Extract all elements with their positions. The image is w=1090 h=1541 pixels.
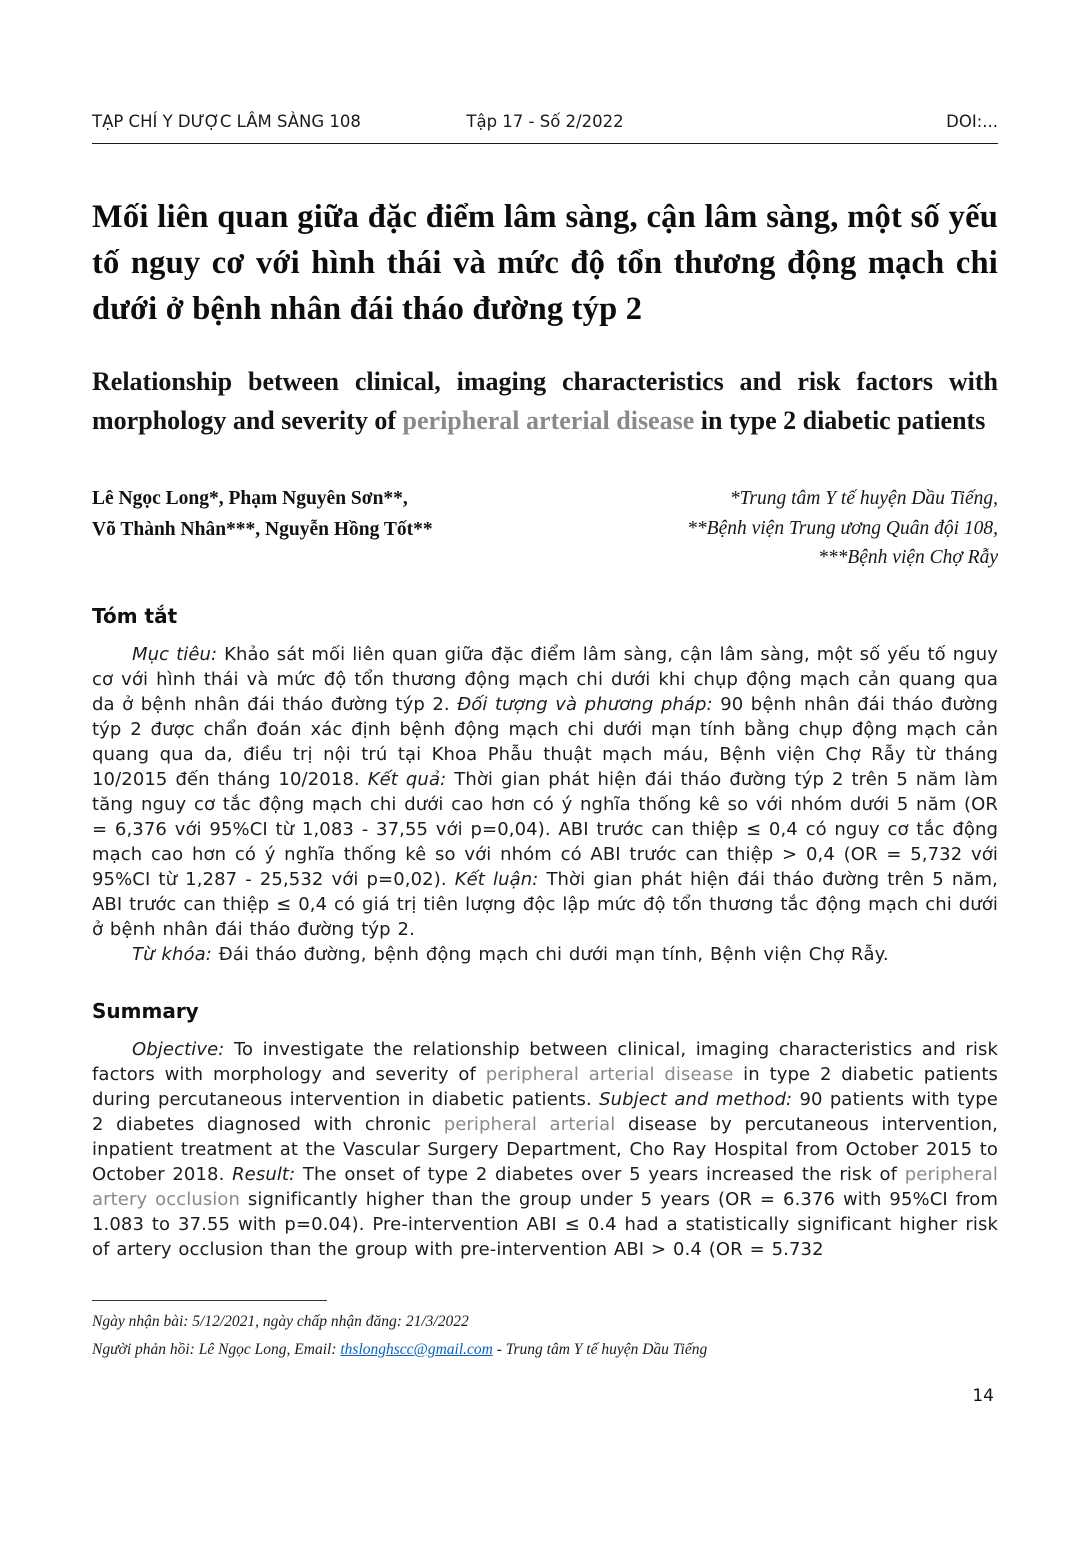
- text-segment: The onset of type 2 diabetes over 5 years increased the risk of: [302, 1164, 905, 1186]
- summary-heading: Summary: [92, 999, 199, 1024]
- abstract-heading: Tóm tắt: [92, 604, 178, 629]
- text-segment: To investigate the relationship between clinical, imaging characteristics and risk factors with morphology and severity of: [92, 1039, 998, 1086]
- running-head: [92, 112, 998, 144]
- text-segment: Thời gian phát hiện đái tháo đường trên 5 năm, ABI trước can thiệp ≤ 0,4 có giá trị tiên lượng độc lập mức độ tổn thương tắc động mạch chi dưới ở bệnh nhân đái tháo đường týp 2.: [92, 869, 998, 941]
- text-segment: Relationship between clinical, imaging characteristics and risk factors with morphology and severity of: [92, 367, 998, 436]
- footnote-received-date: Ngày nhận bài: 5/12/2021, ngày chấp nhận đăng: 21/3/2022: [92, 1313, 469, 1330]
- text-segment: 90 patients with type 2 diabetes diagnosed with chronic: [92, 1089, 998, 1136]
- text-segment: in type 2 diabetic patients during percutaneous intervention in diabetic patients.: [92, 1064, 998, 1111]
- text-segment: - Trung tâm Y tế huyện Dầu Tiếng: [492, 1341, 708, 1358]
- authors-block: [92, 484, 433, 572]
- issue-label: Tập 17 - Số 2/2022: [466, 112, 624, 131]
- footnote-contact: [92, 1341, 998, 1359]
- article-title-vietnamese: Mối liên quan giữa đặc điểm lâm sàng, cận lâm sàng, một số yếu tố nguy cơ với hình thái và mức độ tổn thương động mạch chi dưới ở bệnh nhân đái tháo đường týp 2: [92, 199, 998, 328]
- article-title-english: [92, 362, 998, 440]
- byline: [92, 484, 998, 572]
- affiliation-item: ***Bệnh viện Chợ Rẫy: [818, 546, 998, 568]
- paragraph: [92, 642, 998, 942]
- text-segment: disease by percutaneous intervention, inpatient treatment at the Vascular Surgery Department, Cho Ray Hospital from October 2015 to October 2018.: [92, 1114, 998, 1186]
- text-segment: Objective:: [132, 1039, 234, 1061]
- text-segment: peripheral arterial: [443, 1114, 616, 1136]
- text-segment: peripheral artery occlusion: [92, 1164, 999, 1211]
- text-segment: 90 bệnh nhân đái tháo đường týp 2 được chẩn đoán xác định bệnh động mạch chi dưới mạn tính bằng chụp động mạch cản quang qua da, điều trị nội trú tại Khoa Phẫu thuật mạch máu, Bệnh viện Chợ Rẫy từ tháng 10/2015 đến tháng 10/2018.: [92, 694, 998, 791]
- text-segment: peripheral arterial disease: [402, 406, 695, 436]
- page-header: [92, 112, 998, 144]
- affiliation-item: *Trung tâm Y tế huyện Dầu Tiếng,: [729, 488, 998, 510]
- text-segment: Thời gian phát hiện đái tháo đường týp 2 trên 5 năm làm tăng nguy cơ tắc động mạch chi dưới cao hơn có ý nghĩa thống kê so với nhóm dưới 5 năm (OR = 6,376 với 95%CI từ 1,083 - 37,55 với p=0,04). ABI trước can thiệp ≤ 0,4 có nguy cơ tắc động mạch cao hơn có ý nghĩa thống kê so với nhóm có ABI trước can thiệp > 0,4 (OR = 5,732 với 95%CI từ 1,287 - 25,532 với p=0,02).: [92, 769, 999, 891]
- email-link[interactable]: thslonghscc@gmail.com: [340, 1341, 493, 1358]
- footnote-divider: [92, 1300, 327, 1301]
- text-segment: peripheral arterial disease: [485, 1064, 734, 1086]
- text-segment: Đối tượng và phương pháp:: [457, 694, 721, 716]
- affiliations-block: [687, 484, 998, 572]
- journal-name: TẠP CHÍ Y DƯỢC LÂM SÀNG 108: [92, 112, 361, 131]
- text-segment: Từ khóa:: [132, 944, 219, 966]
- doi-label: DOI:...: [946, 112, 998, 131]
- text-segment: Khảo sát mối liên quan giữa đặc điểm lâm sàng, cận lâm sàng, một số yếu tố nguy cơ với hình thái và mức độ tổn thương động mạch chi dưới khi chụp động mạch cản quang qua da ở bệnh nhân đái tháo đường týp 2.: [92, 644, 999, 716]
- text-segment: Mục tiêu:: [132, 644, 225, 666]
- paragraph: [92, 1037, 998, 1262]
- authors-line-1: Lê Ngọc Long*, Phạm Nguyên Sơn**,: [92, 488, 408, 510]
- affiliation-item: **Bệnh viện Trung ương Quân đội 108,: [687, 517, 998, 539]
- paragraph: [92, 942, 998, 967]
- text-segment: significantly higher than the group under 5 years (OR = 6.376 with 95%CI from 1.083 to 37.55 with p=0.04). Pre-intervention ABI ≤ 0.4 had a statistically significant higher risk of artery occlusion than the group with pre-intervention ABI > 0.4 (OR = 5.732: [92, 1189, 998, 1261]
- text-segment: Người phản hồi: Lê Ngọc Long, Email:: [92, 1341, 341, 1358]
- authors-line-2: Võ Thành Nhân***, Nguyễn Hồng Tốt**: [92, 518, 433, 540]
- text-segment: Subject and method:: [599, 1089, 800, 1111]
- text-segment: Đái tháo đường, bệnh động mạch chi dưới mạn tính, Bệnh viện Chợ Rẫy.: [218, 944, 889, 966]
- text-segment: Kết luận:: [454, 869, 547, 891]
- footnote: [92, 1300, 998, 1369]
- text-segment: in type 2 diabetic patients: [694, 406, 986, 436]
- page-number: 14: [972, 1386, 994, 1406]
- summary-body: [92, 1037, 998, 1262]
- text-segment: Kết quả:: [367, 769, 455, 791]
- abstract-body: [92, 642, 998, 967]
- text-segment: Result:: [232, 1164, 303, 1186]
